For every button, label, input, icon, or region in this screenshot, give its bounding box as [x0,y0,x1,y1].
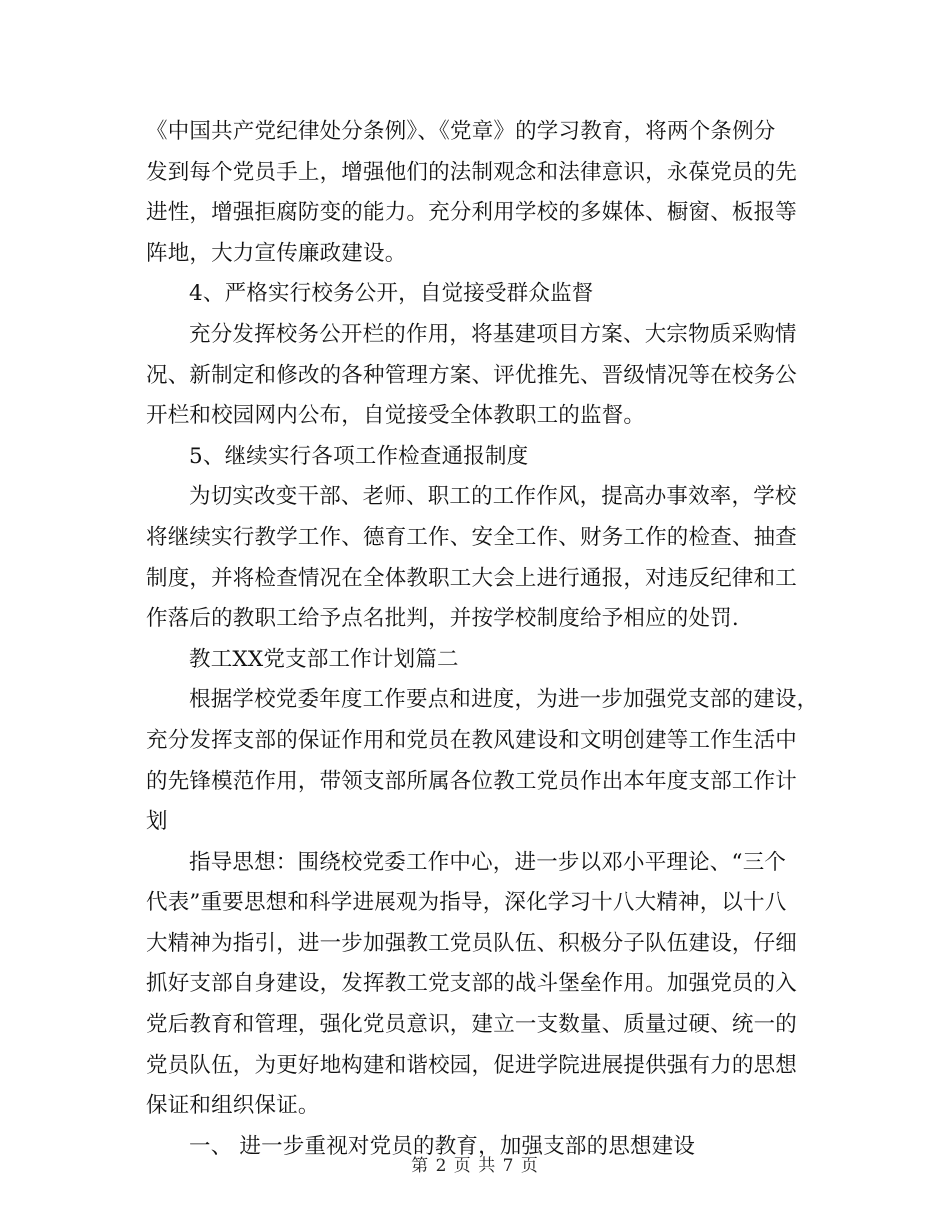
text-line: 根据学校党委年度工作要点和进度，为进一步加强党支部的建设， [189,687,819,713]
text-line: 作落后的教职工给予点名批判，并按学校制度给予相应的处罚. [146,606,739,632]
section-heading: 5、继续实行各项工作检查通报制度 [189,443,529,469]
text-line: 进性，增强拒腐防变的能力。充分利用学校的多媒体、橱窗、板报等 [146,200,798,226]
page-number-footer: 第 2 页 共 7 页 [411,1156,539,1176]
text-line: 党员队伍，为更好地构建和谐校园，促进学院进展提供强有力的思想 [146,1052,798,1078]
text-line: 开栏和校园网内公布，自觉接受全体教职工的监督。 [146,403,646,429]
text-line: 为切实改变干部、老师、职工的工作作风，提高办事效率，学校 [189,484,797,510]
text-line: 阵地，大力宣传廉政建设。 [146,240,407,266]
text-line: 况、新制定和修改的各种管理方案、评优推先、晋级情况等在校务公 [146,362,798,388]
text-line: 充分发挥校务公开栏的作用，将基建项目方案、大宗物质采购情 [189,321,797,347]
text-line: 《中国共产党纪律处分条例》、《党章》的学习教育，将两个条例分 [146,119,776,144]
text-line: 充分发挥支部的保证作用和党员在教风建设和文明创建等工作生活中 [146,727,798,753]
text-line: 的先锋模范作用，带领支部所属各位教工党员作出本年度支部工作计 [146,768,798,794]
text-line: 发到每个党员手上，增强他们的法制观念和法律意识，永葆党员的先 [146,159,798,185]
text-line: 大精神为指引，进一步加强教工党员队伍、积极分子队伍建设，仔细 [146,930,798,956]
text-line: 划 [146,809,168,835]
text-line: 将继续实行教学工作、德育工作、安全工作、财务工作的检查、抽查 [146,524,798,550]
page-body [146,112,819,1167]
text-line: 党后教育和管理，强化党员意识，建立一支数量、质量过硬、统一的 [146,1012,798,1038]
text-line: 指导思想：围绕校党委工作中心，进一步以邓小平理论、“三个 [189,849,787,875]
document-subtitle: 教工XX党支部工作计划篇二 [189,646,459,672]
text-line: 抓好支部自身建设，发挥教工党支部的战斗堡垒作用。加强党员的入 [146,971,798,997]
section-heading: 4、严格实行校务公开，自觉接受群众监督 [189,281,594,307]
text-line: 代表”重要思想和科学进展观为指导，深化学习十八大精神，以十八 [146,890,787,916]
text-line: 制度，并将检查情况在全体教职工大会上进行通报，对违反纪律和工 [146,565,798,591]
text-line: 保证和组织保证。 [146,1093,320,1119]
section-heading: 一、 进一步重视对党员的教育，加强支部的思想建设 [189,1133,696,1159]
